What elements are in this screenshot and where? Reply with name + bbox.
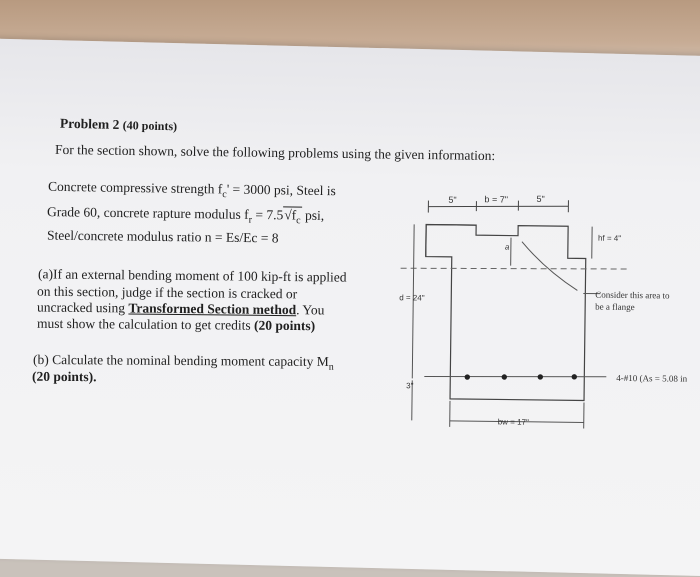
rebar-2 xyxy=(502,374,507,379)
part-a-line-3: uncracked using Transformed Section method. You xyxy=(37,299,325,318)
rebar-1 xyxy=(465,374,470,379)
dim-web-width-top: b = 7" xyxy=(484,194,508,204)
part-b-line-2: (20 points). xyxy=(32,369,97,385)
effective-depth-label: d = 24" xyxy=(399,293,425,302)
modulus-ratio-line: Steel/concrete modulus ratio n = Es/Ec = 8 xyxy=(47,228,279,247)
dim-left-overhang: 5" xyxy=(448,195,456,205)
part-a-line-1: (a)If an external bending moment of 100 kip-ft is applied xyxy=(38,266,347,285)
concrete-strength-line: Concrete compressive strength $f_c' = 3000$ psi, Steel is xyxy=(48,179,336,202)
rebar-label: 4-#10 (As = 5.08 in xyxy=(616,373,687,384)
part-a-line-4: must show the calculation to get credits (20 points) xyxy=(37,316,315,334)
problem-title: Problem 2 (40 points) xyxy=(60,116,177,135)
part-a-line-2: on this section, judge if the section is cracked or xyxy=(37,284,297,303)
dim-right-overhang: 5" xyxy=(536,194,544,204)
rupture-line: Grade 60, concrete rapture modulus $f_r = 7.5√f_c$ psi, xyxy=(47,204,324,227)
cover-label: 3" xyxy=(406,381,414,390)
t-beam-section-figure xyxy=(395,190,700,450)
intro-line: For the section shown, solve the following problems using the given information: xyxy=(55,142,495,164)
depth-a-label: a xyxy=(505,243,510,252)
web-width-label: bw = 17" xyxy=(498,417,529,426)
flange-note-line2: be a flange xyxy=(595,302,635,312)
part-b-line-1: (b) Calculate the nominal bending moment capacity $M_n$ xyxy=(33,352,334,373)
rebar-3 xyxy=(538,374,543,379)
flange-thickness-label: hf = 4" xyxy=(598,234,621,243)
rebar-4 xyxy=(572,374,577,379)
flange-note-line1: Consider this area to xyxy=(595,290,670,301)
